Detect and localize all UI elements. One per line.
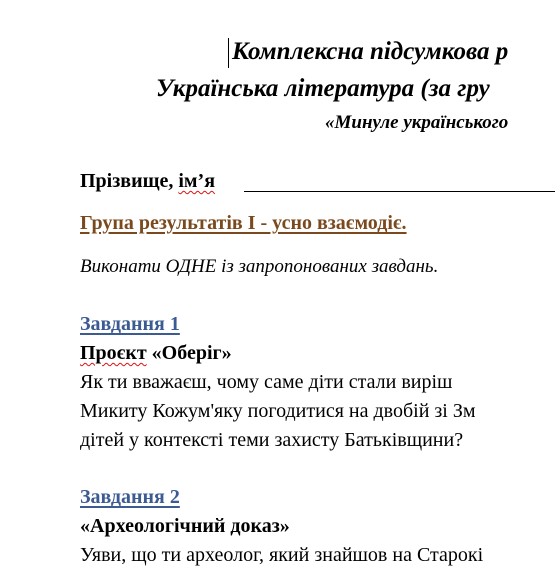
task-2-text-line: Уяви, що ти археолог, який знайшов на Старокі [80,544,484,566]
task-2-heading: Завдання 2 [80,486,180,508]
document-title-line-1: Комплексна підсумкова р [232,38,509,65]
document-title-line-2: Українська література (за гру [156,75,490,102]
instruction-text: Виконати ОДНЕ із запропонованих завдань. [80,256,439,277]
task-1-subtitle-rest: «Оберіг» [146,342,232,364]
student-name-blank[interactable] [244,191,555,192]
document-subtitle: «Минуле українського [325,112,509,133]
task-1-heading: Завдання 1 [80,313,180,335]
task-1-subtitle [80,342,232,365]
task-2-subtitle: «Археологічний доказ» [80,515,290,537]
task-1-subtitle-word: Проєкт [80,342,147,364]
task-1-text-line: Микиту Кожум'яку погодитися на двобій зі Зм [80,400,476,422]
task-1-text-line: Як ти вважаєш, чому саме діти стали виріш [80,371,453,393]
name-label-word: ім’я [178,170,216,192]
group-heading: Група результатів І - усно взаємодіє. [80,212,407,234]
task-1-text-line: дітей у контексті теми захисту Батьківщини? [80,429,464,451]
name-label-prefix: Прізвище, [80,170,179,192]
student-name-label [80,170,215,193]
text-cursor [228,38,229,68]
